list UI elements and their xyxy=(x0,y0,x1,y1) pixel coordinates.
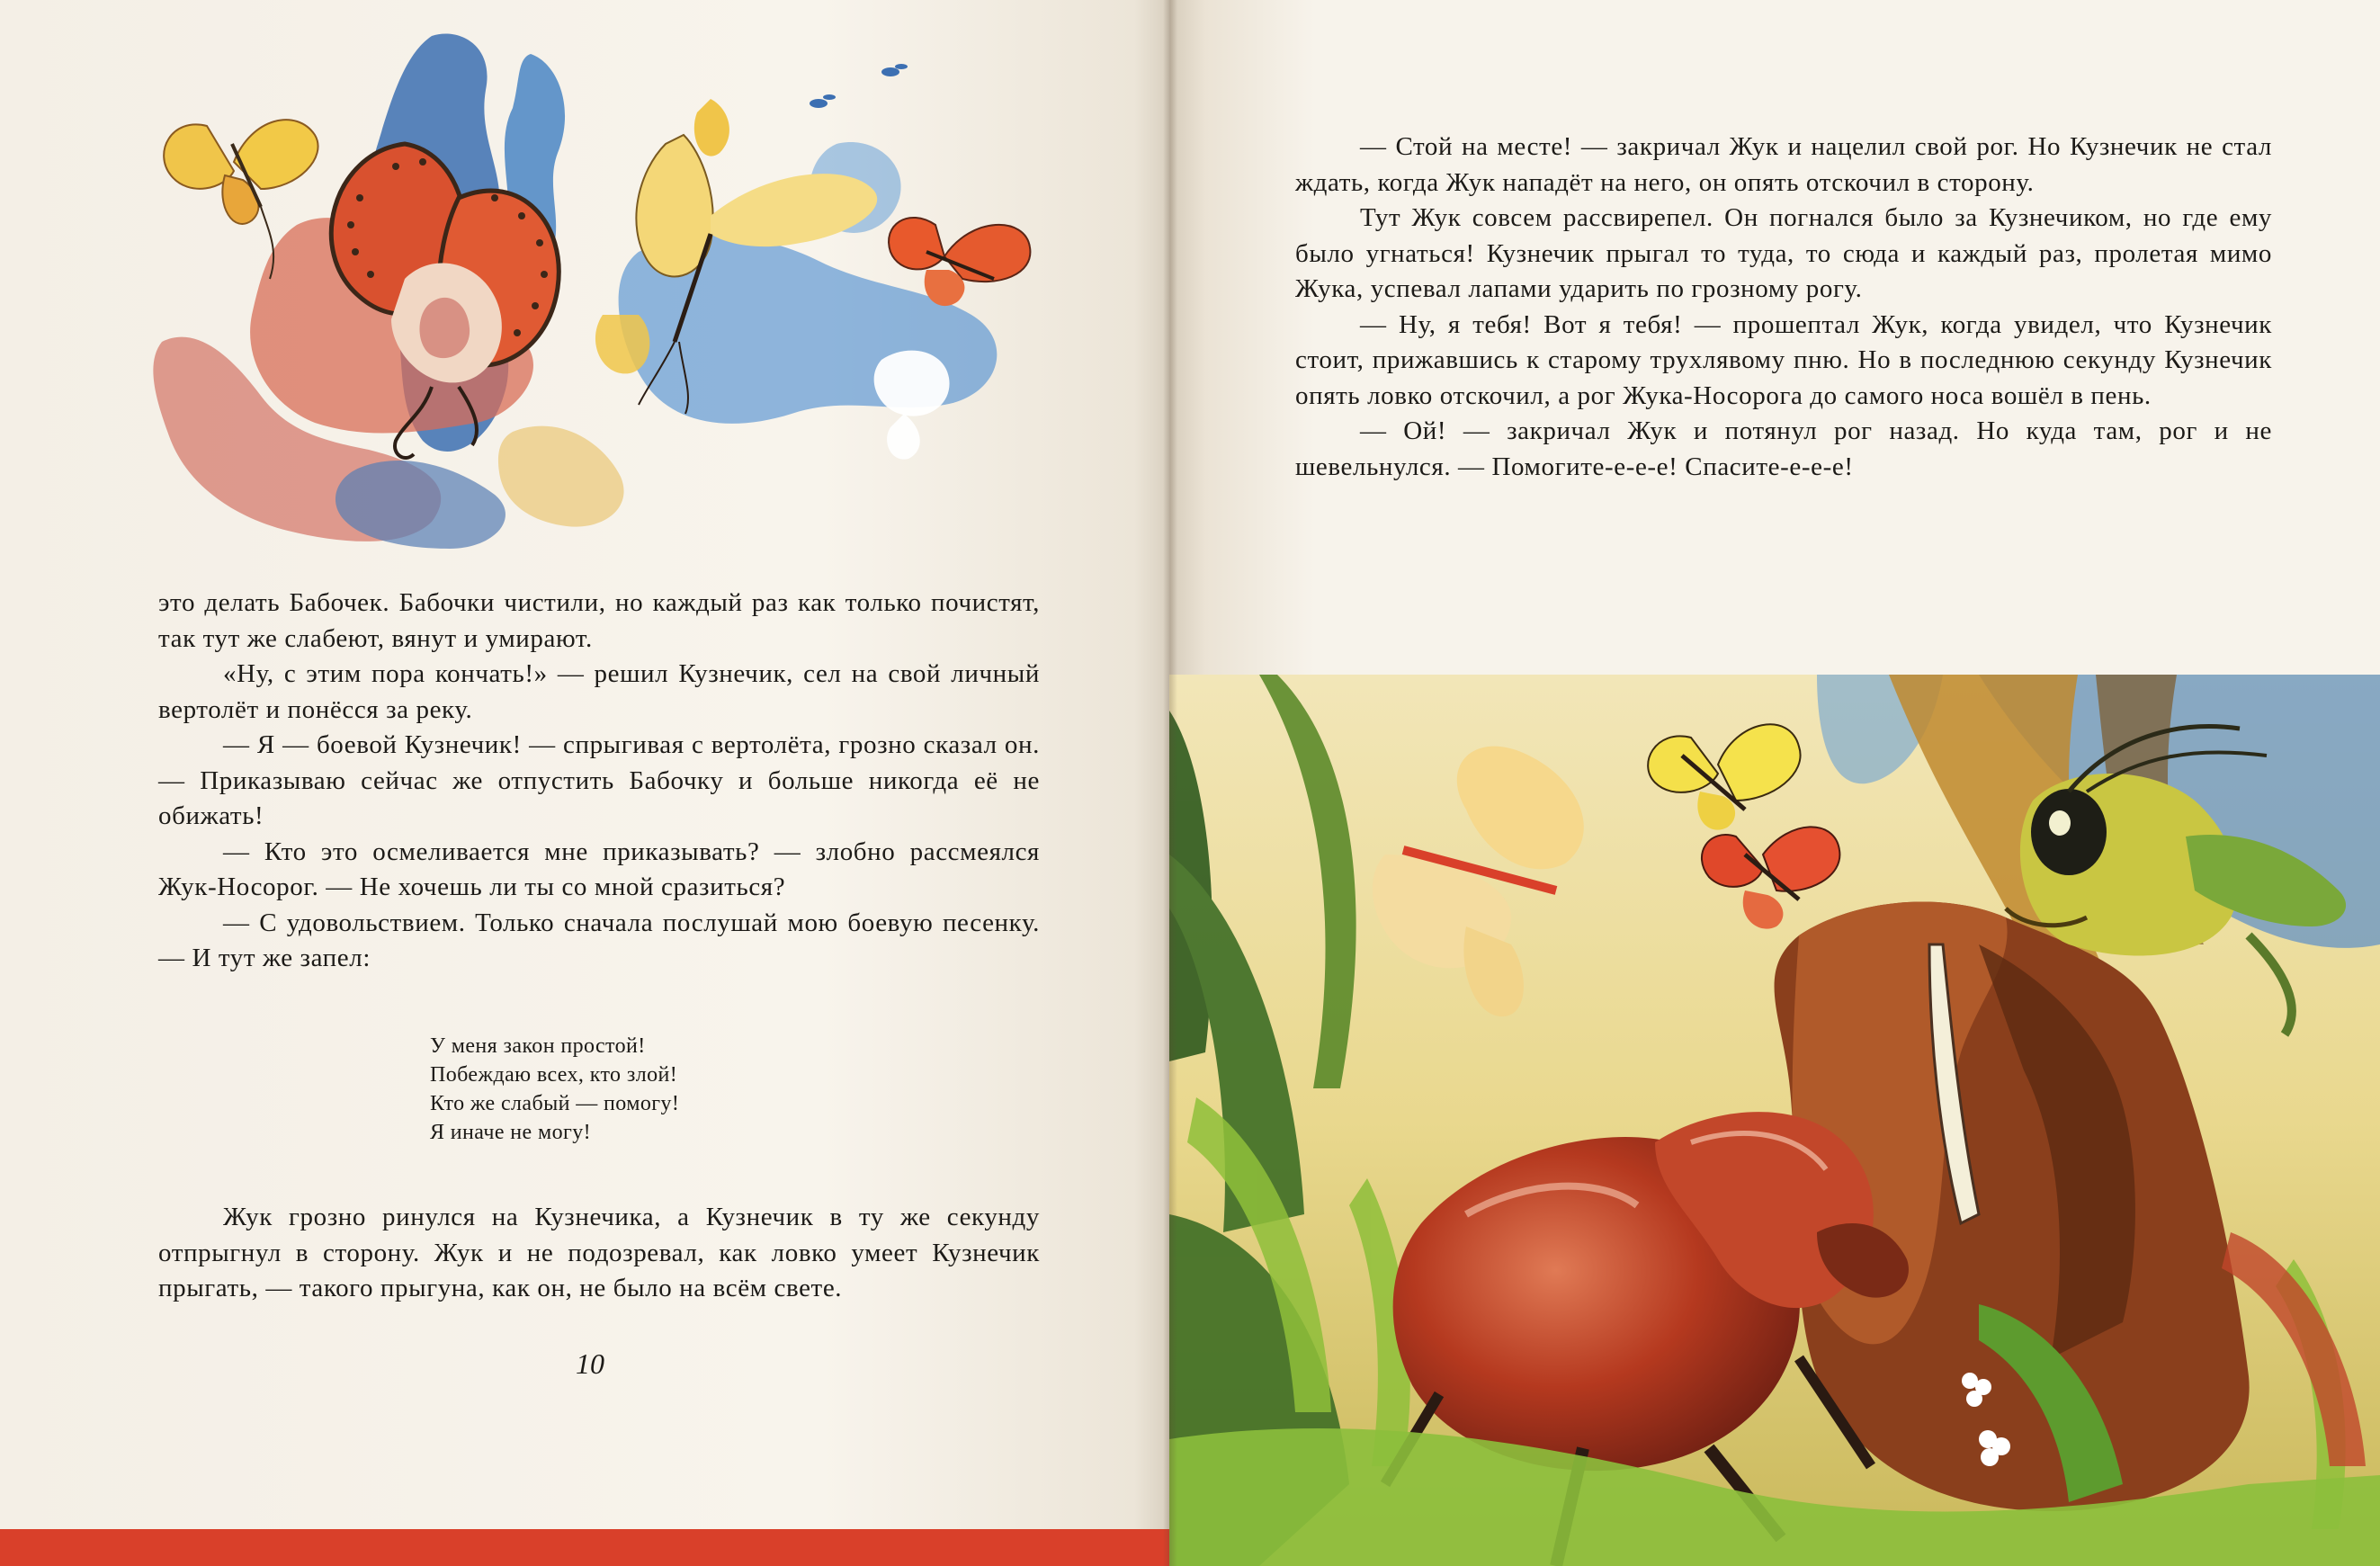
poem-line: У меня закон простой! xyxy=(430,1034,646,1058)
left-page xyxy=(0,0,1169,1566)
right-page xyxy=(1169,0,2380,1566)
left-page-text-after xyxy=(158,1200,1040,1307)
left-page-text xyxy=(158,586,1040,977)
paragraph: — С удовольствием. Только сначала послушай мою боевую песенку. — И тут же запел: xyxy=(158,908,1040,972)
paragraph: — Ой! — закричал Жук и потянул рог назад. Но куда там, рог и не шевельнулся. — Помогите-е-е-е! Спасите-е-е-е! xyxy=(1295,416,2272,481)
paragraph: Тут Жук совсем рассвирепел. Он погнался было за Кузнечиком, но где ему было угнаться! Кузнечик прыгал то туда, то сюда и каждый раз, пролетая мимо Жука, успевал лапами ударить по грозному рогу. xyxy=(1295,203,2272,303)
poem-line: Кто же слабый — помогу! xyxy=(430,1092,680,1115)
beetle-grasshopper-illustration xyxy=(1169,675,2380,1566)
paragraph: — Ну, я тебя! Вот я тебя! — прошептал Жук, когда увидел, что Кузнечик стоит, прижавшись к старому трухлявому пню. Но в последнюю секунду Кузнечик опять ловко отскочил, а рог Жука-Носорога до самого носа вошёл в пень. xyxy=(1295,309,2272,410)
red-edge xyxy=(0,1529,1169,1566)
paragraph: — Я — боевой Кузнечик! — спрыгивая с вертолёта, грозно сказал он. — Приказываю сейчас же отпустить Бабочку и больше никогда её не обижать! xyxy=(158,730,1040,830)
book-spine xyxy=(1163,0,1177,1566)
fly-icons xyxy=(810,64,908,108)
page-number: 10 xyxy=(576,1347,604,1380)
butterflies-illustration xyxy=(135,18,1043,558)
paragraph: Жук грозно ринулся на Кузнечика, а Кузнечик в ту же секунду отпрыгнул в сторону. Жук и не подозревал, как ловко умеет Кузнечик прыгать, — такого прыгуна, как он, не было на всём свете. xyxy=(158,1203,1040,1302)
paragraph: — Кто это осмеливается мне приказывать? — злобно рассмеялся Жук-Носорог. — Не хочешь ли ты со мной сразиться? xyxy=(158,837,1040,901)
right-page-text xyxy=(1295,130,2272,485)
poem-line: Я иначе не могу! xyxy=(430,1121,592,1144)
poem-line: Побеждаю всех, кто злой! xyxy=(430,1063,678,1087)
paragraph: «Ну, с этим пора кончать!» — решил Кузнечик, сел на свой личный вертолёт и понёсся за реку. xyxy=(158,659,1040,724)
song-poem xyxy=(430,1032,880,1147)
paragraph: — Стой на месте! — закричал Жук и нацелил свой рог. Но Кузнечик не стал ждать, когда Жук нападёт на него, он опять отскочил в сторону. xyxy=(1295,132,2272,197)
paragraph: это делать Бабочек. Бабочки чистили, но каждый раз как только почистят, так тут же слабеют, вянут и умирают. xyxy=(158,588,1040,653)
